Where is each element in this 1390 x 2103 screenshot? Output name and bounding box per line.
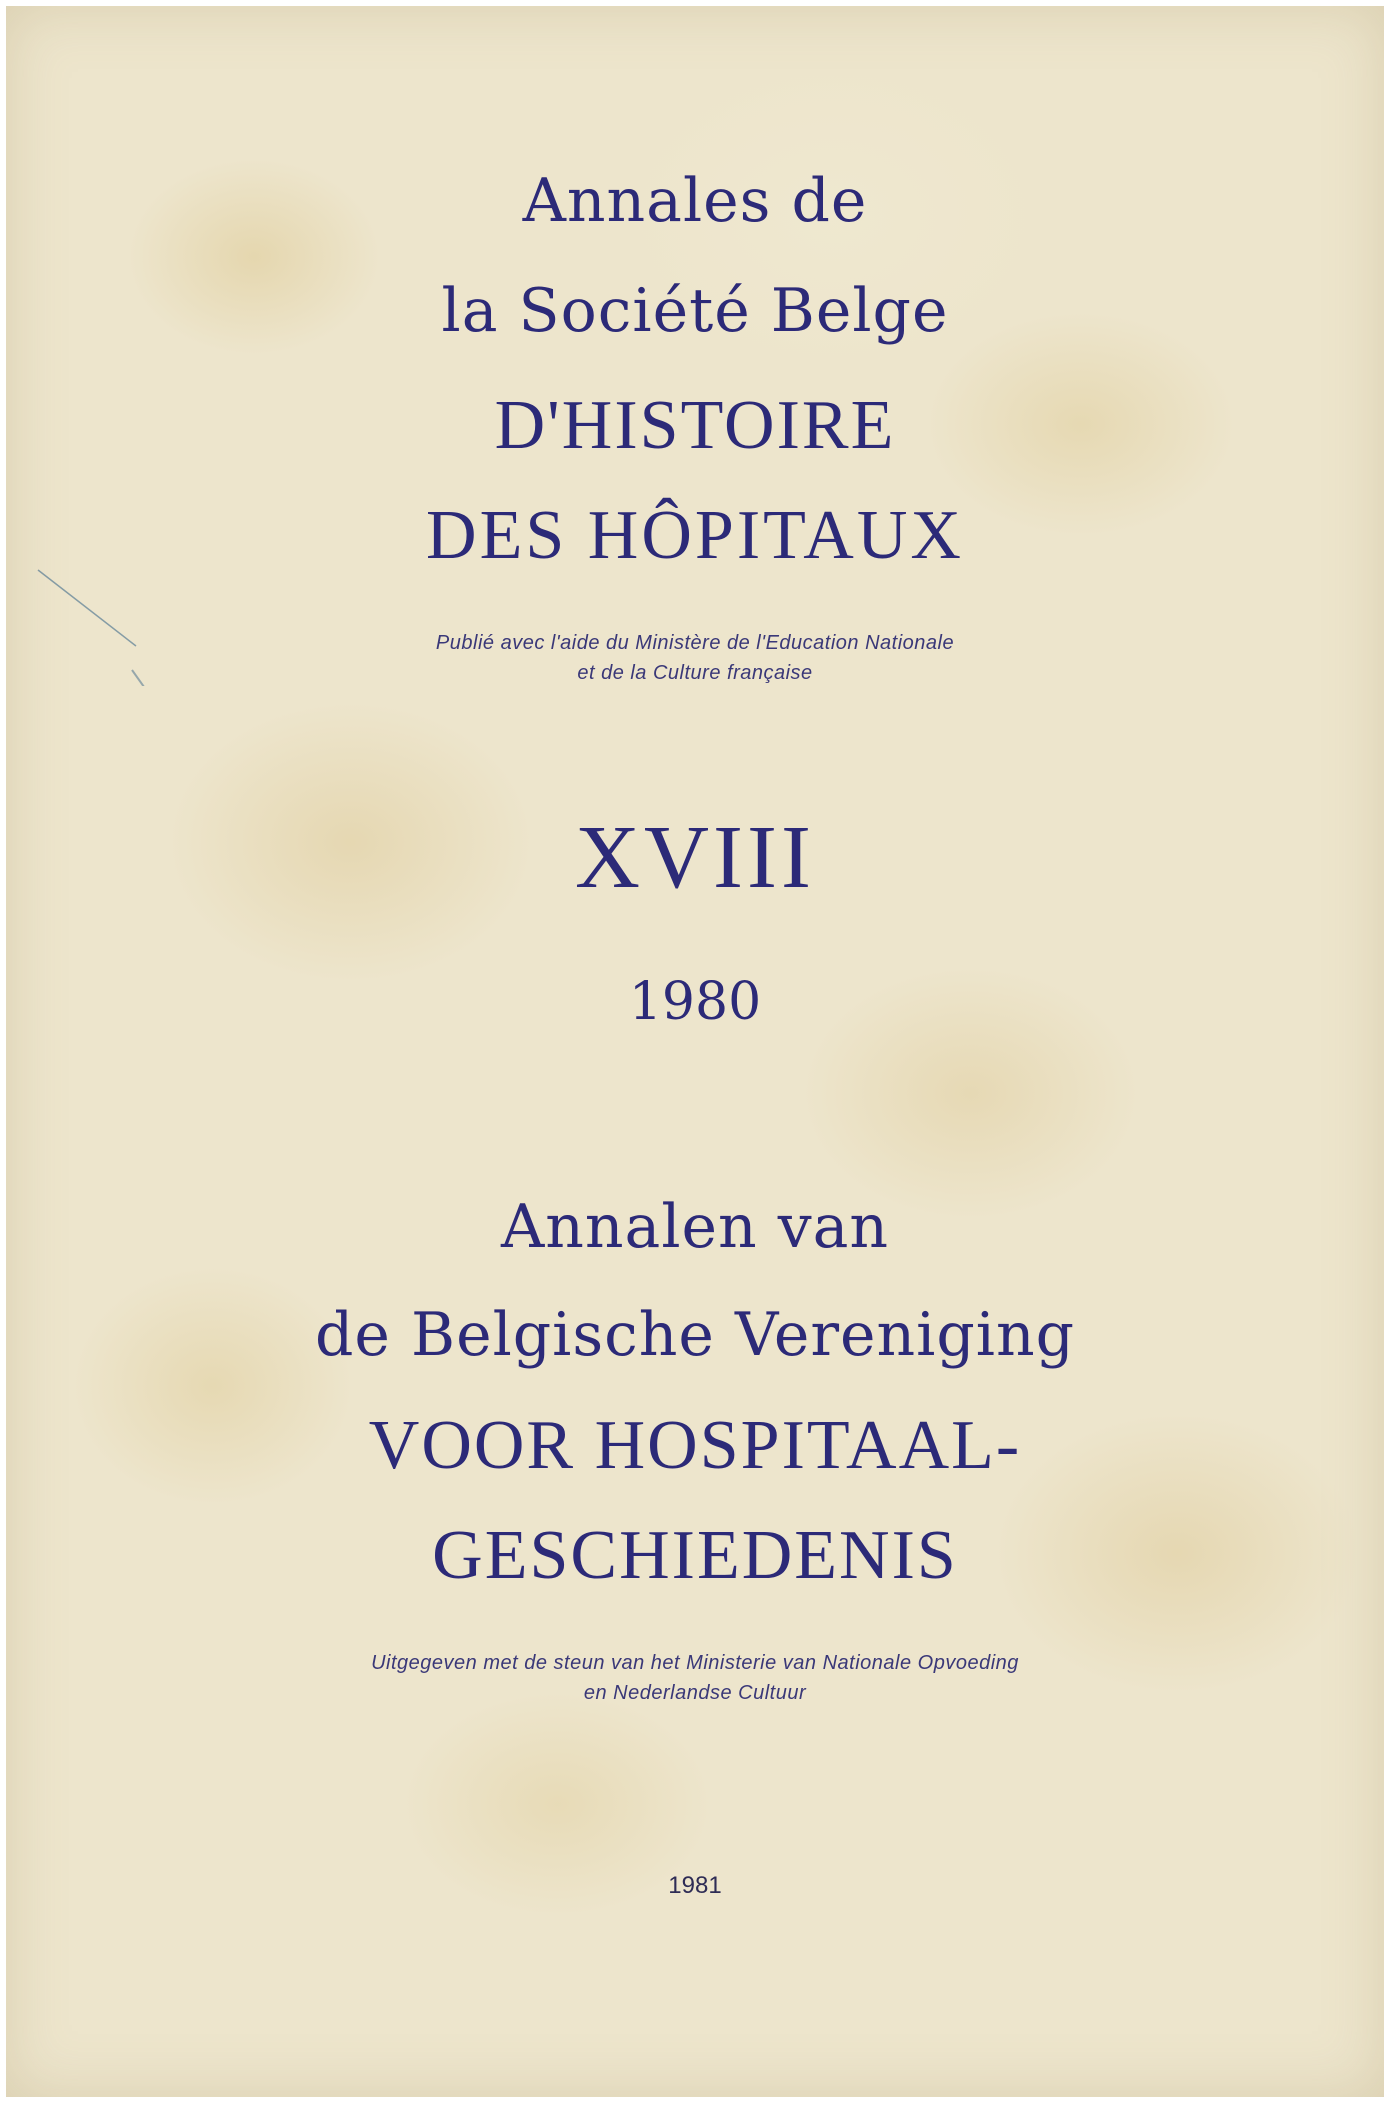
dutch-support-line-1: Uitgegeven met de steun van het Ministerie van Nationale Opvoeding	[371, 1652, 1019, 1674]
dutch-title-line-1: Annalen van	[500, 1192, 890, 1262]
french-title-line-1: Annales de	[522, 166, 868, 236]
french-support-line-2: et de la Culture française	[577, 662, 813, 684]
volume-year: 1980	[628, 972, 762, 1032]
dutch-title-line-4: GESCHIEDENIS	[432, 1517, 958, 1594]
dutch-support-line-2: en Nederlandse Cultuur	[583, 1682, 807, 1704]
dutch-title-line-3: VOOR HOSPITAAL-	[368, 1407, 1022, 1484]
dutch-title-line-2: de Belgische Vereniging	[315, 1300, 1075, 1370]
french-title-line-3: D'HISTOIRE	[494, 387, 896, 464]
french-support-line-1: Publié avec l'aide du Ministère de l'Education Nationale	[435, 632, 955, 654]
volume-number: XVIII	[575, 808, 815, 907]
french-title-line-4: DES HÔPITAUX	[426, 497, 964, 574]
book-cover	[6, 6, 1384, 2097]
french-title-line-2: la Société Belge	[441, 276, 949, 346]
publication-year: 1981	[668, 1872, 722, 1899]
